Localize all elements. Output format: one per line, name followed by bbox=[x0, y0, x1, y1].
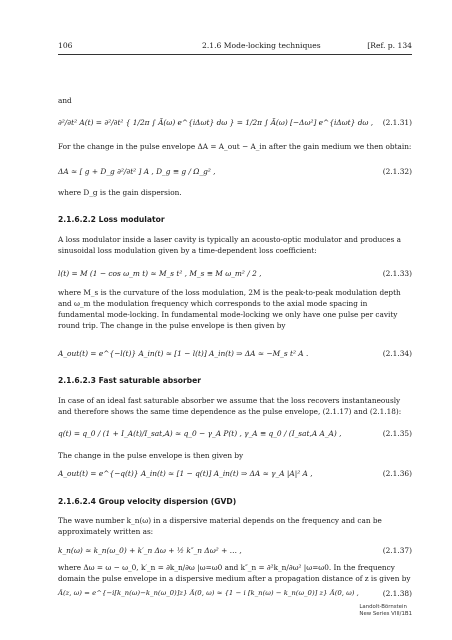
equation-text: A_out(t) = e^{−q(t)} A_in(t) ≈ [1 − q(t)] A_in(t) ⇒ ΔA ≈ γ_A |A|² A , bbox=[58, 469, 313, 478]
paragraph-loss-modulator-2: where M_s is the curvature of the loss modulation, 2M is the peak-to-peak modulation depth and ω_m the modulation frequency which corresponds to the axial mode spacing in fundamental mode-locking. In fundamental mode-locking we only have one pulse per cavity round trip. The change in the pulse envelope is then given by bbox=[58, 288, 401, 330]
equation-number: (2.1.38) bbox=[382, 589, 412, 598]
header-section-title: 2.1.6 Mode-locking techniques bbox=[202, 41, 321, 50]
equation-text: ΔA ≈ [ g + D_g ∂²/∂t² ] A , D_g ≡ g / Ω_g² , bbox=[58, 167, 216, 176]
equation-number: (2.1.32) bbox=[382, 167, 412, 176]
footer-line-2: New Series VIII/1B1 bbox=[359, 611, 412, 617]
equation-2-1-32 bbox=[58, 167, 420, 176]
page-number: 106 bbox=[58, 41, 73, 50]
equation-number: (2.1.36) bbox=[382, 469, 412, 478]
equation-number: (2.1.37) bbox=[382, 546, 412, 555]
running-header bbox=[58, 41, 412, 55]
equation-2-1-34 bbox=[58, 349, 420, 358]
equation-number: (2.1.31) bbox=[382, 118, 412, 127]
header-rule bbox=[58, 54, 412, 55]
equation-text: ∂²/∂t² A(t) = ∂²/∂t² { 1/2π ∫ Ã(ω) e^{iΔωt} dω } = 1/2π ∫ Ã(ω) [−Δω²] e^{iΔωt} dω , bbox=[58, 118, 374, 127]
equation-2-1-31 bbox=[58, 118, 420, 127]
equation-number: (2.1.33) bbox=[382, 269, 412, 278]
equation-2-1-35 bbox=[58, 429, 420, 438]
equation-2-1-33 bbox=[58, 269, 420, 278]
paragraph-loss-modulator-1: A loss modulator inside a laser cavity is typically an acousto-optic modulator and produces a sinusoidal loss modulation given by a time-dependent loss coefficient: bbox=[58, 235, 401, 255]
equation-text: k_n(ω) ≈ k_n(ω_0) + k′_n Δω + ½ k″_n Δω² + … , bbox=[58, 546, 242, 555]
section-heading-fast-saturable-absorber: 2.1.6.2.3 Fast saturable absorber bbox=[58, 376, 202, 385]
equation-number: (2.1.35) bbox=[382, 429, 412, 438]
equation-2-1-37 bbox=[58, 546, 420, 555]
equation-text: q(t) = q_0 / (1 + I_A(t)/I_sat,A) ≈ q_0 − γ_A P(t) , γ_A ≡ q_0 / (I_sat,A A_A) , bbox=[58, 429, 342, 438]
paragraph-and: and bbox=[58, 96, 72, 105]
footer-line-1: Landolt-Börnstein bbox=[359, 604, 407, 610]
header-reference: [Ref. p. 134 bbox=[367, 41, 412, 50]
paragraph-fsa-2: The change in the pulse envelope is then given by bbox=[58, 451, 244, 460]
equation-2-1-38 bbox=[58, 589, 420, 597]
section-heading-loss-modulator: 2.1.6.2.2 Loss modulator bbox=[58, 215, 165, 224]
equation-text: l(t) = M (1 − cos ω_m t) ≈ M_s t² , M_s ≡ M ω_m² / 2 , bbox=[58, 269, 262, 278]
paragraph-gain-change: For the change in the pulse envelope ΔA = A_out − A_in after the gain medium we then obtain: bbox=[58, 142, 412, 151]
equation-number: (2.1.34) bbox=[382, 349, 412, 358]
equation-text: Ã(z, ω) = e^{−i[k_n(ω)−k_n(ω_0)]z} Ã(0, ω) ≈ {1 − i [k_n(ω) − k_n(ω_0)] z} Ã(0, ω) , bbox=[58, 589, 359, 597]
paragraph-dg-definition: where D_g is the gain dispersion. bbox=[58, 188, 182, 197]
footer-imprint bbox=[359, 604, 412, 618]
paragraph-gvd-1: The wave number k_n(ω) in a dispersive material depends on the frequency and can be approximately written as: bbox=[58, 516, 382, 536]
equation-text: A_out(t) = e^{−l(t)} A_in(t) ≈ [1 − l(t)] A_in(t) ⇒ ΔA ≈ −M_s t² A . bbox=[58, 349, 309, 358]
paragraph-fsa-1: In case of an ideal fast saturable absorber we assume that the loss recovers instantaneously and therefore shows the same time dependence as the pulse envelope, (2.1.17) and (2.1.18): bbox=[58, 396, 402, 416]
paragraph-gvd-2: where Δω = ω − ω_0, k′_n = ∂k_n/∂ω |ω=ω0 and k″_n = ∂²k_n/∂ω² |ω=ω0. In the frequency domain the pulse envelope in a dispersive medium after a propagation distance of z is given by bbox=[58, 563, 411, 583]
equation-2-1-36 bbox=[58, 469, 420, 478]
section-heading-gvd: 2.1.6.2.4 Group velocity dispersion (GVD) bbox=[58, 497, 237, 506]
